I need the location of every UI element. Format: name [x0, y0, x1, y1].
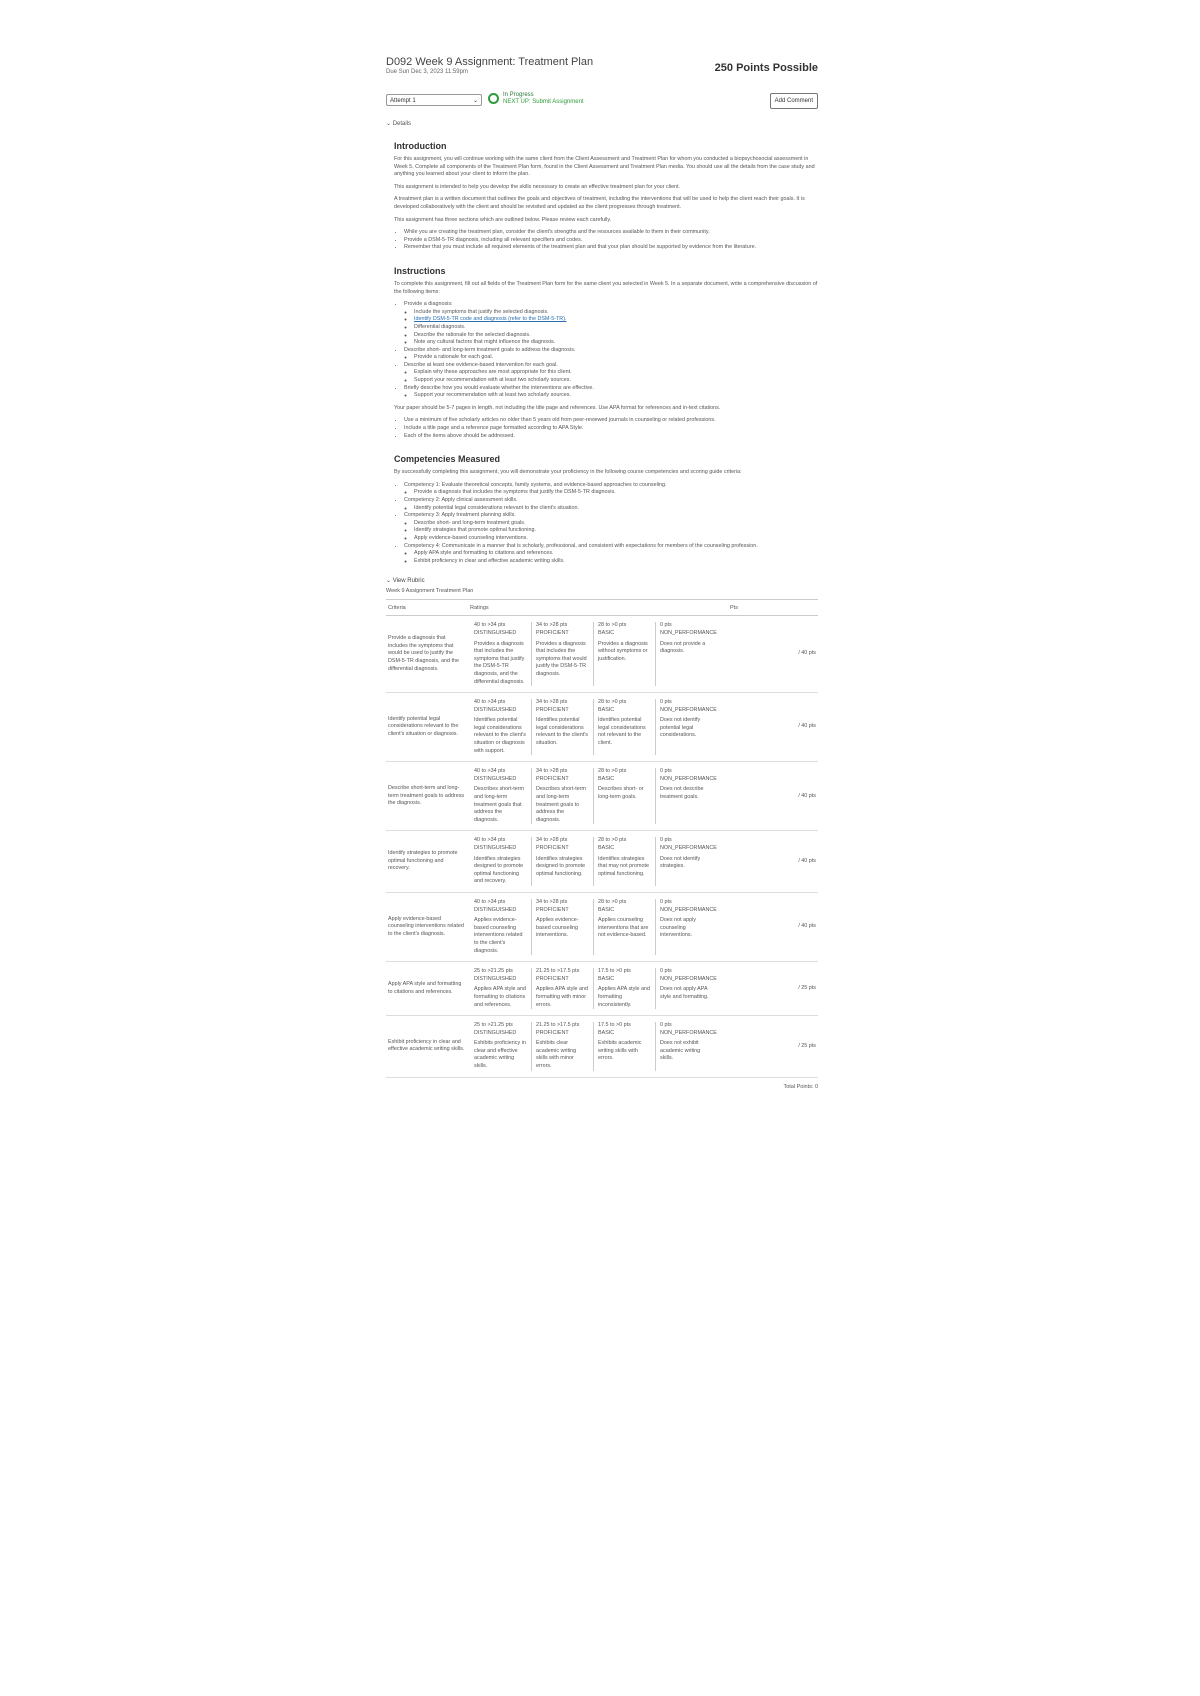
rubric-ratings [468, 762, 728, 831]
assignment-title: D092 Week 9 Assignment: Treatment Plan [386, 56, 594, 68]
rating-description: Applies APA style and formatting to citations and references. [474, 986, 527, 1008]
rating-cell[interactable] [532, 968, 594, 1009]
list-item-text: Briefly describe how you would evaluate whether the interventions are effective. [404, 384, 594, 391]
instructions-heading: Instructions [394, 265, 446, 276]
rating-points: 0 pts [660, 837, 672, 844]
sub-list-item: ◦ Support your recommendation with at least two scholarly sources. [414, 377, 818, 385]
sub-list-item: ◦ Describe short- and long-term treatment goals. [414, 520, 818, 528]
rating-cell[interactable] [532, 768, 594, 824]
list-item: • Use a minimum of five scholarly articles no older than 5 years old from peer-reviewed journals in counseling or related professions. [404, 417, 818, 425]
rubric-points: / 40 pts [728, 831, 818, 893]
rating-description: Identifies strategies designed to promote optimal functioning. [536, 855, 586, 877]
rating-points: 0 pts [660, 622, 672, 629]
competencies-intro: By successfully completing this assignment, you will demonstrate your proficiency in the following course competencies and scoring guide criteria: [394, 469, 742, 476]
rating-description: Does not describe treatment goals. [660, 786, 704, 801]
rating-cell[interactable] [532, 837, 594, 886]
sub-list [404, 369, 818, 384]
rubric-criterion: Describe short-term and long-term treatment goals to address the diagnosis. [386, 762, 468, 831]
rating-description: Identifies strategies that may not promote optimal functioning. [598, 855, 649, 877]
chevron-down-icon: ⌄ [472, 98, 478, 104]
ratings-group [470, 837, 726, 886]
ratings-group [470, 899, 726, 955]
rubric-points: / 40 pts [728, 892, 818, 961]
sub-list [404, 520, 818, 543]
introduction-body [394, 156, 818, 252]
rating-cell[interactable] [594, 699, 656, 755]
rubric-row [386, 762, 818, 831]
sub-list-item: ◦ Differential diagnosis. [414, 324, 818, 332]
status-label: In Progress [503, 92, 534, 98]
rating-cell[interactable] [594, 968, 656, 1009]
rubric-title: Week 9 Assignment Treatment Plan [386, 588, 474, 595]
rating-cell[interactable] [594, 1022, 656, 1071]
sub-list-item: ◦ Identify potential legal considerations relevant to the client's situation. [414, 505, 818, 513]
sub-list-item: ◦ Explain why these approaches are most appropriate for this client. [414, 369, 818, 377]
rating-level: NON_PERFORMANCE [660, 975, 717, 982]
rating-level: NON_PERFORMANCE [660, 706, 717, 713]
rating-points: 40 to >34 pts [474, 622, 506, 629]
list-item [404, 497, 818, 512]
chevron-down-icon: ⌄ [386, 578, 393, 585]
view-rubric-label: View Rubric [392, 578, 425, 585]
points-possible: 250 Points Possible [714, 62, 818, 74]
rubric-ratings [468, 616, 728, 693]
rubric-points: / 40 pts [728, 616, 818, 693]
sub-list-item: ◦ Describe the rationale for the selected diagnosis. [414, 332, 818, 340]
list-item: • While you are creating the treatment plan, consider the client's strengths and the resources available to them in their community. [404, 229, 818, 237]
sub-list-item: ◦ Identify strategies that promote optimal functioning. [414, 527, 818, 535]
rubric-table [386, 599, 818, 1077]
rating-points: 34 to >28 pts [536, 768, 568, 775]
rating-level: NON_PERFORMANCE [660, 1029, 717, 1036]
assignment-page [386, 56, 818, 1090]
rating-description: Applies APA style and formatting inconsistently. [598, 986, 651, 1008]
rating-description: Exhibits academic writing skills with errors. [598, 1040, 642, 1062]
rating-cell[interactable] [656, 899, 718, 955]
rating-description: Exhibits clear academic writing skills with minor errors. [536, 1040, 577, 1070]
competencies-heading: Competencies Measured [394, 454, 501, 465]
rubric-ratings [468, 693, 728, 762]
instructions-list [394, 301, 818, 400]
list-item [404, 512, 818, 542]
rating-cell[interactable] [532, 899, 594, 955]
rating-description: Provides a diagnosis without symptoms or justification. [598, 640, 648, 662]
rating-level: DISTINGUISHED [474, 775, 517, 782]
chevron-down-icon: ⌄ [386, 121, 393, 127]
rating-cell[interactable] [656, 968, 718, 1009]
rating-points: 28 to >0 pts [598, 837, 627, 844]
rating-level: PROFICIENT [536, 906, 569, 913]
rating-level: BASIC [598, 845, 615, 851]
criteria-column-header: Criteria [386, 600, 468, 616]
rating-points: 28 to >0 pts [598, 898, 627, 905]
sub-list [404, 489, 818, 497]
sub-list-item: ◦ Apply APA style and formatting to citations and references. [414, 550, 818, 558]
list-item: • Provide a DSM-5-TR diagnosis, including all relevant specifiers and codes. [404, 237, 818, 245]
rating-description: Exhibits proficiency in clear and effective academic writing skills. [474, 1040, 526, 1070]
details-toggle-label: Details [392, 121, 412, 127]
rating-points: 0 pts [660, 699, 672, 706]
rating-level: NON_PERFORMANCE [660, 845, 717, 851]
list-item-text: Competency 4: Communicate in a manner that is scholarly, professional, and consistent with expectations for members of the counseling profession. [404, 542, 758, 549]
rating-points: 28 to >0 pts [598, 622, 627, 629]
rating-points: 34 to >28 pts [536, 837, 568, 844]
rubric-row [386, 693, 818, 762]
sub-list-item: ◦ Provide a rationale for each goal. [414, 354, 818, 362]
rating-points: 34 to >28 pts [536, 622, 568, 629]
add-comment-button[interactable]: Add Comment [770, 93, 818, 109]
rating-cell[interactable] [470, 837, 532, 886]
rubric-criterion: Apply evidence-based counseling interventions related to the client's diagnosis. [386, 892, 468, 961]
rating-description: Applies evidence-based counseling interventions. [536, 917, 579, 939]
sub-list [404, 354, 818, 362]
total-points: Total Points: 0 [783, 1083, 818, 1090]
rating-level: BASIC [598, 1029, 615, 1036]
due-date: Due Sun Dec 3, 2023 11:59pm [386, 69, 468, 75]
list-item-text: Describe at least one evidence-based intervention for each goal. [404, 361, 558, 368]
ratings-group [470, 768, 726, 824]
rating-points: 0 pts [660, 968, 672, 975]
sub-list-item: ◦ Provide a diagnosis that includes the symptoms that justify the DSM-5-TR diagnosis. [414, 489, 818, 497]
rubric-criterion: Provide a diagnosis that includes the symptoms that would be used to justify the DSM-5-TR diagnosis, and the differential diagnosis. [386, 616, 468, 693]
rubric-criterion: Identify potential legal considerations relevant to the client's situation or diagnosis. [386, 693, 468, 762]
rubric-points: / 40 pts [728, 693, 818, 762]
rating-points: 28 to >0 pts [598, 768, 627, 775]
rating-level: DISTINGUISHED [474, 1029, 517, 1036]
rating-points: 40 to >34 pts [474, 898, 506, 905]
sub-list [404, 550, 818, 565]
rubric-row [386, 1016, 818, 1078]
list-item-text: Competency 2: Apply clinical assessment skills. [404, 497, 518, 503]
rating-description: Identifies potential legal considerations relevant to the client's situation or diagnosis with support. [474, 717, 526, 754]
rating-description: Provides a diagnosis that includes the symptoms that would justify the DSM-5-TR diagnosis. [536, 640, 587, 677]
rating-level: PROFICIENT [536, 706, 569, 713]
formatting-note: Your paper should be 5-7 pages in length, not including the title page and references. Use APA format for references and in-text citations. [394, 404, 721, 411]
rubric-row [386, 962, 818, 1016]
rubric-body [386, 616, 818, 1077]
rating-cell[interactable] [656, 622, 718, 686]
rating-cell[interactable] [470, 768, 532, 824]
rating-points: 0 pts [660, 1022, 672, 1029]
rating-level: BASIC [598, 906, 615, 913]
rating-description: Does not exhibit academic writing skills. [660, 1040, 701, 1062]
rating-level: DISTINGUISHED [474, 706, 517, 713]
rating-level: NON_PERFORMANCE [660, 775, 717, 782]
rating-cell[interactable] [656, 768, 718, 824]
rating-points: 34 to >28 pts [536, 699, 568, 706]
rating-level: PROFICIENT [536, 975, 569, 982]
sub-list [404, 505, 818, 513]
progress-ring-icon [488, 93, 499, 104]
rating-level: PROFICIENT [536, 1029, 569, 1036]
sub-list-item: ◦ Exhibit proficiency in clear and effective academic writing skills. [414, 558, 818, 566]
sub-list-item: ◦ Note any cultural factors that might influence the diagnosis. [414, 339, 818, 347]
ratings-group [470, 968, 726, 1009]
rating-points: 25 to >21.25 pts [474, 968, 513, 975]
rating-description: Identifies strategies designed to promote optimal functioning and recovery. [474, 855, 524, 885]
ratings-column-header: Ratings [468, 600, 728, 616]
introduction-paragraph: A treatment plan is a written document that outlines the goals and objectives of treatment, including the interventions that will be used to help the client reach their goals. It is developed collaboratively with the client and should be revisited and updated as the client progresses through treatment. [394, 196, 805, 210]
rating-points: 21.25 to >17.5 pts [536, 968, 580, 975]
rubric-row [386, 616, 818, 693]
rating-points: 28 to >0 pts [598, 699, 627, 706]
ratings-group [470, 622, 726, 686]
ratings-group [470, 699, 726, 755]
rating-description: Does not identify strategies. [660, 855, 701, 870]
instructions-intro: To complete this assignment, fill out all fields of the Treatment Plan form for the same client you selected in Week 5. In a separate document, write a comprehensive discussion of the following items: [394, 280, 818, 295]
sub-list [404, 392, 818, 400]
rubric-ratings [468, 1016, 728, 1078]
rating-points: 0 pts [660, 898, 672, 905]
rating-cell[interactable] [594, 899, 656, 955]
pts-column-header: Pts [728, 600, 818, 616]
rating-level: BASIC [598, 975, 615, 982]
rubric-row [386, 831, 818, 893]
rating-points: 17.5 to >0 pts [598, 1022, 631, 1029]
formatting-list [394, 417, 818, 440]
rubric-points: / 25 pts [728, 962, 818, 1016]
rating-description: Identifies potential legal considerations not relevant to the client. [598, 717, 646, 747]
rating-level: PROFICIENT [536, 775, 569, 782]
sub-list-item: ◦ Include the symptoms that justify the selected diagnosis. [414, 309, 818, 317]
rubric-header-row [386, 600, 818, 616]
dsm-link[interactable]: Identify DSM-5-TR code and diagnosis (refer to the DSM-5-TR). [414, 316, 567, 323]
sub-list-item [414, 316, 818, 324]
rating-description: Identifies potential legal considerations relevant to the client's situation. [536, 717, 588, 747]
rating-level: DISTINGUISHED [474, 975, 517, 982]
rating-cell[interactable] [470, 1022, 532, 1071]
rating-cell[interactable] [532, 1022, 594, 1071]
details-toggle[interactable] [386, 120, 818, 127]
competencies-body [394, 469, 818, 565]
sub-list-item: ◦ Support your recommendation with at least two scholarly sources. [414, 392, 818, 400]
rating-level: DISTINGUISHED [474, 629, 517, 636]
rating-points: 40 to >34 pts [474, 837, 506, 844]
rating-description: Does not apply counseling interventions. [660, 917, 696, 939]
rating-description: Does not provide a diagnosis. [660, 640, 706, 655]
rating-description: Does not identify potential legal considerations. [660, 717, 701, 739]
rating-level: BASIC [598, 706, 615, 713]
introduction-paragraph: This assignment has three sections which are outlined below. Please review each carefully. [394, 216, 612, 223]
rubric-row [386, 892, 818, 961]
introduction-paragraph: For this assignment, you will continue working with the same client from the Client Assessment and Treatment Plan for whom you conducted a biopsychosocial assessment in Week 5. Complete all components of the Treatment Plan form, found in the Client Assessment and Treatment Plan media. You should use all the details from the case study and anything you learned about your client to inform the plan. [394, 156, 815, 178]
list-item: • Each of the items above should be addressed. [404, 433, 818, 441]
list-item: • Remember that you must include all required elements of the treatment plan and that your plan should be supported by evidence from the literature. [404, 244, 818, 252]
assignment-header [386, 56, 818, 84]
rating-description: Describes short-term and long-term treatment goals that address the diagnosis. [474, 786, 525, 823]
rubric-ratings [468, 962, 728, 1016]
rating-cell[interactable] [532, 622, 594, 686]
rating-level: NON_PERFORMANCE [660, 906, 717, 913]
ratings-group [470, 1022, 726, 1071]
list-item [404, 362, 818, 385]
rating-level: PROFICIENT [536, 629, 569, 636]
list-item-text: Competency 3: Apply treatment planning skills. [404, 512, 516, 519]
rubric-criterion: Identify strategies to promote optimal functioning and recovery. [386, 831, 468, 893]
rating-points: 40 to >34 pts [474, 699, 506, 706]
rating-points: 34 to >28 pts [536, 898, 568, 905]
list-item [404, 385, 818, 400]
rating-cell[interactable] [656, 1022, 718, 1071]
rating-points: 17.5 to >0 pts [598, 968, 631, 975]
rating-points: 40 to >34 pts [474, 768, 506, 775]
rubric-criterion: Exhibit proficiency in clear and effective academic writing skills. [386, 1016, 468, 1078]
rating-description: Describes short-term and long-term treatment goals to address the diagnosis. [536, 786, 587, 823]
rating-cell[interactable] [594, 622, 656, 686]
rating-level: PROFICIENT [536, 845, 569, 851]
rating-cell[interactable] [656, 837, 718, 886]
rubric-points: / 25 pts [728, 1016, 818, 1078]
list-item-text: Competency 1: Evaluate theoretical concepts, family systems, and evidence-based approaches to counseling. [404, 481, 667, 488]
submission-controls [386, 92, 818, 114]
rating-level: BASIC [598, 629, 615, 636]
rubric-criterion: Apply APA style and formatting to citations and references. [386, 962, 468, 1016]
rubric-ratings [468, 831, 728, 893]
rating-cell[interactable] [470, 699, 532, 755]
list-item-text: Provide a diagnosis: [404, 301, 453, 308]
introduction-paragraph: This assignment is intended to help you develop the skills necessary to create an effective treatment plan for your client. [394, 183, 681, 190]
rating-description: Provides a diagnosis that includes the symptoms that justify the DSM-5-TR diagnosis, and the differential diagnosis. [474, 640, 525, 685]
rating-level: DISTINGUISHED [474, 845, 517, 851]
rating-cell[interactable] [470, 968, 532, 1009]
rating-cell[interactable] [470, 899, 532, 955]
introduction-heading: Introduction [394, 141, 447, 151]
instructions-body [394, 281, 818, 440]
competencies-list [394, 482, 818, 566]
rating-description: Applies evidence-based counseling interventions related to the client's diagnosis. [474, 917, 523, 954]
list-item-text: Describe short- and long-term treatment goals to address the diagnosis. [404, 346, 576, 353]
rating-points: 21.25 to >17.5 pts [536, 1022, 580, 1029]
sub-list [404, 309, 818, 347]
next-step-label: NEXT UP: Submit Assignment [503, 99, 584, 105]
sub-list-item: ◦ Apply evidence-based counseling interventions. [414, 535, 818, 543]
rating-cell[interactable] [532, 699, 594, 755]
list-item [404, 301, 818, 347]
view-rubric-toggle[interactable] [386, 577, 818, 584]
rating-cell[interactable] [594, 768, 656, 824]
rating-description: Describes short- or long-term goals. [598, 786, 644, 801]
rating-description: Applies APA style and formatting with minor errors. [536, 986, 589, 1008]
rating-description: Does not apply APA style and formatting. [660, 986, 709, 1000]
rating-level: NON_PERFORMANCE [660, 629, 717, 636]
rating-level: DISTINGUISHED [474, 906, 517, 913]
list-item [404, 482, 818, 497]
attempt-select[interactable] [386, 94, 482, 106]
rating-points: 25 to >21.25 pts [474, 1022, 513, 1029]
rating-cell[interactable] [656, 699, 718, 755]
rating-level: BASIC [598, 775, 615, 782]
list-item: • Include a title page and a reference page formatted according to APA Style. [404, 425, 818, 433]
rubric-points: / 40 pts [728, 762, 818, 831]
list-item [404, 347, 818, 362]
attempt-select-label: Attempt 1 [390, 98, 416, 104]
list-item [404, 543, 818, 566]
rating-points: 0 pts [660, 768, 672, 775]
rubric-ratings [468, 892, 728, 961]
rating-cell[interactable] [594, 837, 656, 886]
rating-description: Applies counseling interventions that are not evidence-based. [598, 917, 649, 939]
introduction-list [394, 229, 818, 252]
rating-cell[interactable] [470, 622, 532, 686]
